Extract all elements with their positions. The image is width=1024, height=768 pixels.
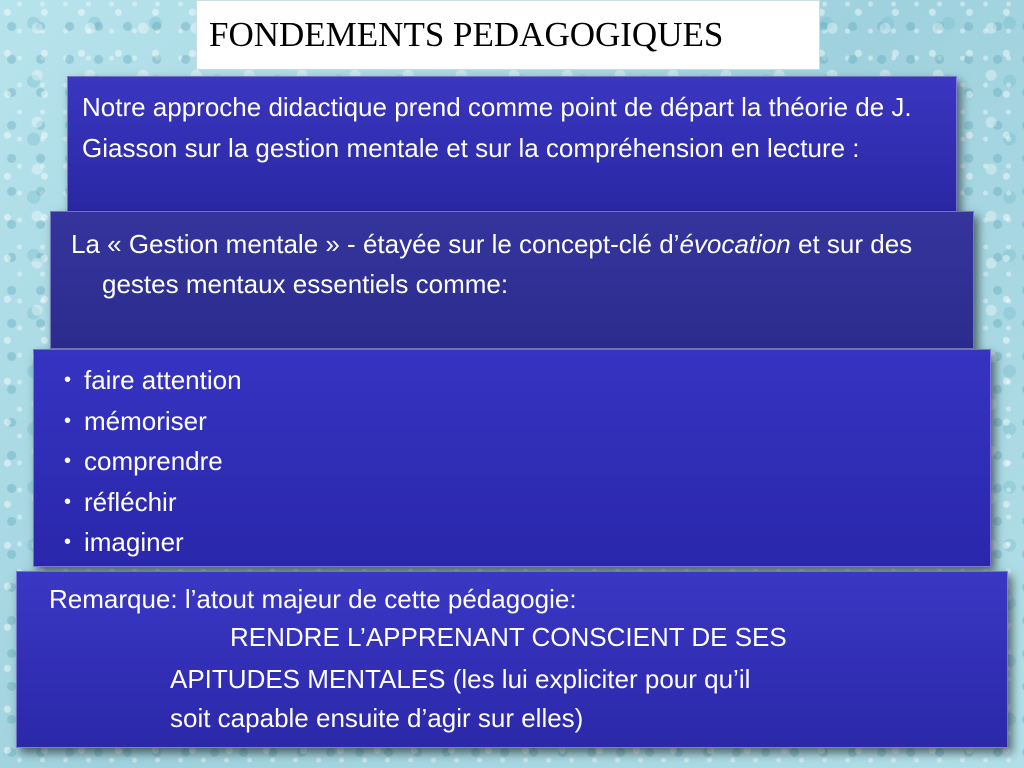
mental-gestures-list [64, 360, 242, 563]
bullet-icon: • [64, 369, 72, 391]
intro-box [67, 76, 957, 216]
bullet-icon: • [64, 531, 72, 553]
list-item-label: comprendre [84, 446, 223, 476]
slide-title: FONDEMENTS PEDAGOGIQUES [209, 15, 724, 54]
remark-line: RENDRE L’APPRENANT CONSCIENT DE SES [230, 622, 787, 652]
remark-box [16, 571, 1008, 748]
list-item [64, 360, 242, 401]
list-item-label: imaginer [84, 527, 184, 557]
list-item [64, 482, 242, 523]
evocation-emphasis: évocation [679, 229, 791, 259]
list-item [64, 441, 242, 482]
remark-line: soit capable ensuite d’agir sur elles) [170, 703, 584, 733]
remark-heading: Remarque: l’atout majeur de cette pédagogie: [49, 584, 577, 614]
mental-gestures-box [33, 349, 991, 567]
list-item [64, 522, 242, 563]
bullet-icon: • [64, 409, 72, 432]
gestion-mentale-text [71, 224, 922, 304]
list-item-label: faire attention [84, 365, 242, 395]
remark-line: APITUDES MENTALES (les lui expliciter pour qu’il [170, 664, 751, 694]
gestion-mentale-text-end: et sur des gestes mentaux essentiels comme: [102, 229, 913, 299]
list-item-label: mémoriser [84, 405, 207, 436]
intro-text: Notre approche didactique prend comme point de départ la théorie de J. Giasson sur la gestion mentale et sur la compréhension en lecture : [82, 92, 912, 163]
bullet-icon: • [64, 450, 72, 472]
title-box [196, 0, 820, 70]
gestion-mentale-text-start: La « Gestion mentale » - étayée sur le concept-clé d’ [71, 229, 680, 259]
list-item [64, 401, 242, 442]
list-item-label: réfléchir [84, 486, 177, 517]
bullet-icon: • [64, 490, 72, 513]
gestion-mentale-box [50, 211, 974, 349]
